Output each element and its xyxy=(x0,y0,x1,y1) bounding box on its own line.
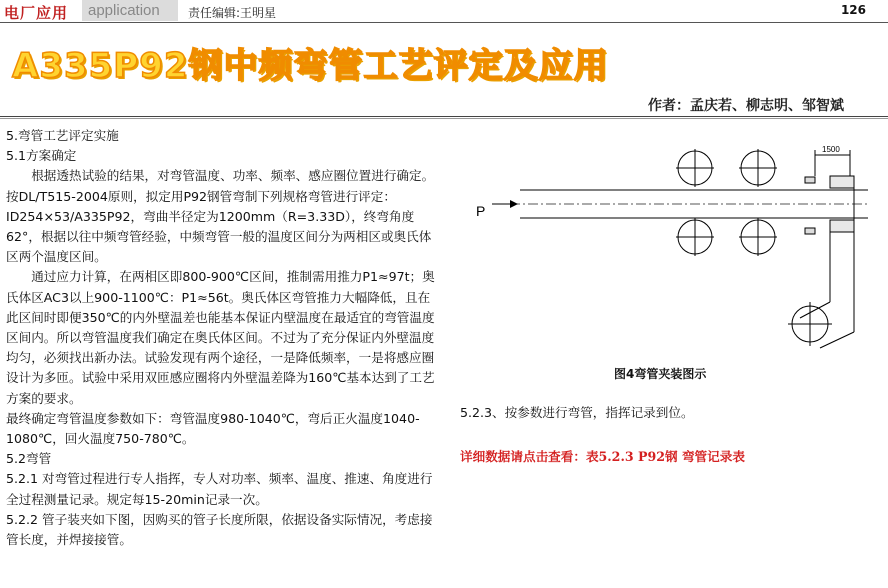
figure-caption: 图4弯管夹装图示 xyxy=(614,367,707,381)
step-5-2-3: 5.2.3、按参数进行弯管，指挥记录到位。 xyxy=(460,405,694,420)
page-header xyxy=(0,0,888,23)
header-divider xyxy=(0,22,888,23)
bending-head xyxy=(830,176,854,188)
article-title: A335P92钢中频弯管工艺评定及应用 xyxy=(12,46,609,86)
force-label: P xyxy=(476,203,486,219)
paragraph: 最终确定弯管温度参数如下：弯管温度980-1040℃，弯后正火温度1040-1080℃，回火温度750-780℃。 xyxy=(6,410,420,447)
paragraph: 5.2弯管 xyxy=(6,451,52,467)
force-arrowhead xyxy=(510,200,518,208)
page-number: 126 xyxy=(840,3,866,17)
paragraph: 5.2.2 管子装夹如下图，因购买的管子长度所限，依据设备实际情况，考虑接管长度，并焊接接管。 xyxy=(6,511,433,548)
paragraph: 5.1方案确定 xyxy=(6,148,77,164)
title-divider-thin xyxy=(0,118,888,119)
dimension-label: 1500 xyxy=(822,145,840,154)
detail-data-link[interactable]: 详细数据请点击查看：表5.2.3 P92钢 弯管记录表 xyxy=(460,449,745,464)
paragraph: 根据透热试验的结果，对弯管温度、功率、频率、感应圈位置进行确定。按DL/T515-2004原则，拟定用P92钢管弯制下列规格弯管进行评定：ID254×53/A335P92，弯曲半径定为1200mm（R=3.33D），终弯角度62°，根据以往中频弯管经验，中频弯管一般的温度区间分为两相区或奥氏体区两个温度区间。 xyxy=(6,168,435,265)
bending-head-lower xyxy=(830,220,854,232)
section-app-tag: application xyxy=(82,0,178,21)
title-divider xyxy=(0,116,888,117)
paragraph: 5.2.1 对弯管过程进行专人指挥，专人对功率、频率、温度、推速、角度进行全过程测量记录。规定每15-20min记录一次。 xyxy=(6,471,433,507)
clamp-block-bottom xyxy=(805,228,815,234)
section-label: 电厂应用 xyxy=(4,4,69,22)
article-authors: 作者：孟庆若、柳志明、邹智斌 xyxy=(648,98,844,114)
article-body xyxy=(6,126,442,550)
paragraph: 5.弯管工艺评定实施 xyxy=(6,128,119,143)
editor-credit: 责任编辑:王明星 xyxy=(188,6,277,20)
clamp-block-top xyxy=(805,177,815,183)
pipe-clamping-diagram xyxy=(470,142,870,364)
paragraph: 通过应力计算，在两相区即800-900℃区间，推制需用推力P1≈97t；奥氏体区AC3以上900-1100℃：P1≈56t。奥氏体区弯管推力大幅降低，且在此区间时即便350℃的内外壁温差也能基本保证内壁温度在最适宜的弯管温度区间内。所以弯管温度我们确定在奥氏体区间。不过为了充分保证内外壁温度均匀，必须找出新办法。试验发现有两个途径，一是降低频率，一是将感应圈设计为多匝。试验中采用双匝感应圈将内外壁温差降为160℃基本达到了工艺方案的要求。 xyxy=(6,269,435,406)
